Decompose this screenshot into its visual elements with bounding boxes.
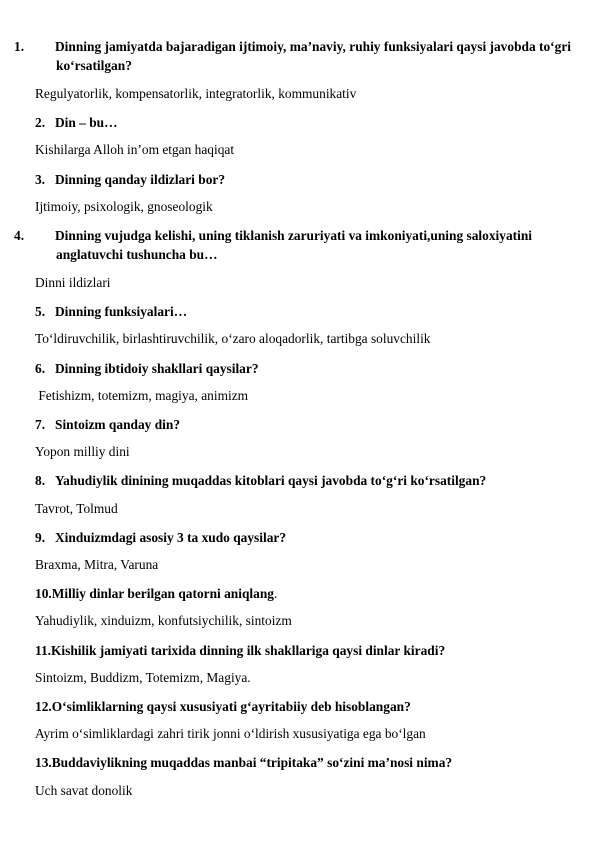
answer-12: Ayrim o‘simliklardagi zahri tirik jonni o‘ldirish xususiyatiga ega bo‘lgan	[35, 726, 426, 741]
question-tail: .	[273, 586, 278, 601]
question-13	[35, 753, 565, 772]
answer-9: Braxma, Mitra, Varuna	[35, 557, 159, 572]
answer-3: Ijtimoiy, psixologik, gnoseologik	[35, 199, 213, 214]
answer-13: Uch savat donolik	[35, 783, 133, 798]
question-text: Kishilik jamiyati tarixida dinning ilk shakllariga qaysi dinlar kiradi?	[51, 643, 446, 658]
answer-8: Tavrot, Tolmud	[35, 501, 118, 516]
question-text: O‘simliklarning qaysi xususiyati g‘ayritabiiy deb hisoblangan?	[51, 699, 411, 714]
question-number: 1.	[14, 39, 25, 54]
question-text: Yahudiylik dinining muqaddas kitoblari qaysi javobda to‘g‘ri ko‘rsatilgan?	[55, 473, 487, 488]
question-4	[14, 226, 577, 264]
question-3	[35, 170, 565, 189]
question-2	[35, 113, 565, 132]
question-9	[35, 528, 565, 547]
answer-2: Kishilarga Alloh in’om etgan haqiqat	[35, 142, 235, 157]
question-number: 7.	[35, 417, 46, 432]
answer-11: Sintoizm, Buddizm, Totemizm, Magiya.	[35, 670, 251, 685]
answer-1: Regulyatorlik, kompensatorlik, integratorlik, kommunikativ	[35, 86, 357, 101]
question-number: 11.	[35, 643, 51, 658]
question-text: Buddaviylikning muqaddas manbai “tripitaka” so‘zini ma’nosi nima?	[51, 755, 453, 770]
question-number: 10.	[35, 586, 52, 601]
answer-5: To‘ldiruvchilik, birlashtiruvchilik, o‘zaro aloqadorlik, tartibga soluvchilik	[35, 331, 431, 346]
question-text: Dinning vujudga kelishi, uning tiklanish zaruriyati va imkoniyati,uning saloxiyatini anglatuvchi tushuncha bu…	[55, 228, 532, 262]
question-text: Dinning qanday ildizlari bor?	[55, 172, 226, 187]
question-text: Dinning funksiyalari…	[55, 304, 188, 319]
question-7	[35, 415, 565, 434]
question-10	[35, 584, 565, 603]
question-text: Dinning ibtidoiy shakllari qaysilar?	[55, 361, 259, 376]
question-number: 6.	[35, 361, 46, 376]
question-number: 8.	[35, 473, 46, 488]
question-8	[35, 471, 565, 490]
question-number: 3.	[35, 172, 46, 187]
question-number: 5.	[35, 304, 46, 319]
answer-10: Yahudiylik, xinduizm, konfutsiychilik, sintoizm	[35, 613, 292, 628]
question-text: Milliy dinlar berilgan qatorni aniqlang	[51, 586, 274, 601]
question-text: Din – bu…	[55, 115, 118, 130]
answer-6: Fetishizm, totemizm, magiya, animizm	[35, 388, 249, 403]
question-11	[35, 641, 565, 660]
question-12	[35, 697, 565, 716]
question-number: 4.	[14, 228, 25, 243]
answer-4: Dinni ildizlari	[35, 275, 111, 290]
question-text: Xinduizmdagi asosiy 3 ta xudo qaysilar?	[55, 530, 287, 545]
question-number: 2.	[35, 115, 46, 130]
question-number: 9.	[35, 530, 46, 545]
question-number: 13.	[35, 755, 52, 770]
answer-7: Yopon milliy dini	[35, 444, 130, 459]
question-text: Sintoizm qanday din?	[55, 417, 181, 432]
question-5	[35, 302, 565, 321]
question-1	[14, 37, 577, 75]
question-number: 12.	[35, 699, 52, 714]
question-6	[35, 359, 565, 378]
question-text: Dinning jamiyatda bajaradigan ijtimoiy, ma’naviy, ruhiy funksiyalari qaysi javobda to‘gri ko‘rsatilgan?	[55, 39, 571, 73]
